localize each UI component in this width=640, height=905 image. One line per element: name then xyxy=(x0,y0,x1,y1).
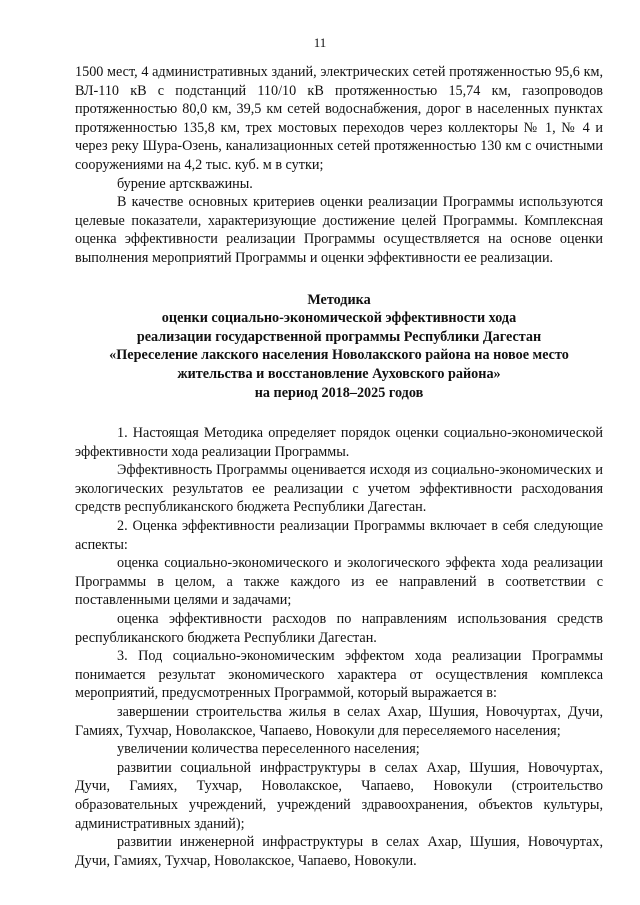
intro-paragraph-2: бурение артскважины. xyxy=(117,175,253,192)
body-paragraph-7: завершении строительства жилья в селах Ахар, Шушия, Новочуртах, Дучи, Гамиях, Тухчар, Новолакское, Чапаево, Новокули для переселяемого населения; xyxy=(75,704,603,739)
body-paragraph-6: 3. Под социально-экономическим эффектом хода реализации Программы понимается результат экономического характера от осуществления комплекса мероприятий, предусмотренных Программой, который выражается в: xyxy=(75,648,603,702)
intro-paragraph-3: В качестве основных критериев оценки реализации Программы используются целевые показатели, характеризующие достижение целей Программы. Комплексная оценка эффективности реализации Программы осуществляется на основе оценки выполнения мероприятий Программы и оценки эффективности ее реализации. xyxy=(75,194,603,266)
body-paragraph-3: 2. Оценка эффективности реализации Программы включает в себя следующие аспекты: xyxy=(75,518,603,553)
body-paragraph-10: развитии инженерной инфраструктуры в селах Ахар, Шушия, Новочуртах, Дучи, Гамиях, Тухчар, Новолакское, Чапаево, Новокули. xyxy=(75,834,603,869)
body-paragraph-4: оценка социально-экономического и экологического эффекта хода реализации Программы в целом, а также каждого из ее направлений в соответствии с поставленными целями и задачами; xyxy=(75,555,603,609)
document-body xyxy=(75,63,603,870)
body-paragraph-8: увеличении количества переселенного населения; xyxy=(117,741,420,758)
title-line-1: Методика xyxy=(307,291,371,308)
page-number: 11 xyxy=(313,35,327,50)
body-paragraph-2: Эффективность Программы оценивается исходя из социально-экономических и экологических результатов ее реализации с учетом эффективности расходования средств республиканского бюджета Республики Дагестан. xyxy=(75,462,603,516)
title-line-5: жительства и восстановление Ауховского района» xyxy=(177,365,501,382)
title-line-3: реализации государственной программы Республики Дагестан xyxy=(136,328,542,345)
methodology-title xyxy=(75,291,603,403)
title-line-2: оценки социально-экономической эффективности хода xyxy=(161,310,517,327)
body-paragraph-1: 1. Настоящая Методика определяет порядок оценки социально-экономической эффективности хода реализации Программы. xyxy=(75,425,603,460)
body-paragraph-9: развитии социальной инфраструктуры в селах Ахар, Шушия, Новочуртах, Дучи, Гамиях, Тухчар, Новолакское, Чапаево, Новокули (строительство образовательных учреждений, учреждений здравоохранения, объектов культуры, административных зданий); xyxy=(75,759,603,832)
title-line-4: «Переселение лакского населения Новолакского района на новое место xyxy=(109,347,569,364)
body-paragraph-5: оценка эффективности расходов по направлениям использования средств республиканского бюджета Республики Дагестан. xyxy=(75,611,603,646)
intro-paragraph-1: 1500 мест, 4 административных зданий, электрических сетей протяженностью 95,6 км, ВЛ-110 кВ с подстанций 110/10 кВ протяженностью 15,74 км, газопроводов протяженностью 80,0 км, 39,5 км сетей водоснабжения, дорог в населенных пунктах протяженностью 135,8 км, трех мостовых переходов через коллекторы № 1, № 4 и через реку Шура-Озень, канализационных сетей протяженностью 130 км с очистными сооружениями на 4,2 тыс. куб. м в сутки; xyxy=(75,64,603,173)
title-line-6: на период 2018–2025 годов xyxy=(254,384,424,401)
